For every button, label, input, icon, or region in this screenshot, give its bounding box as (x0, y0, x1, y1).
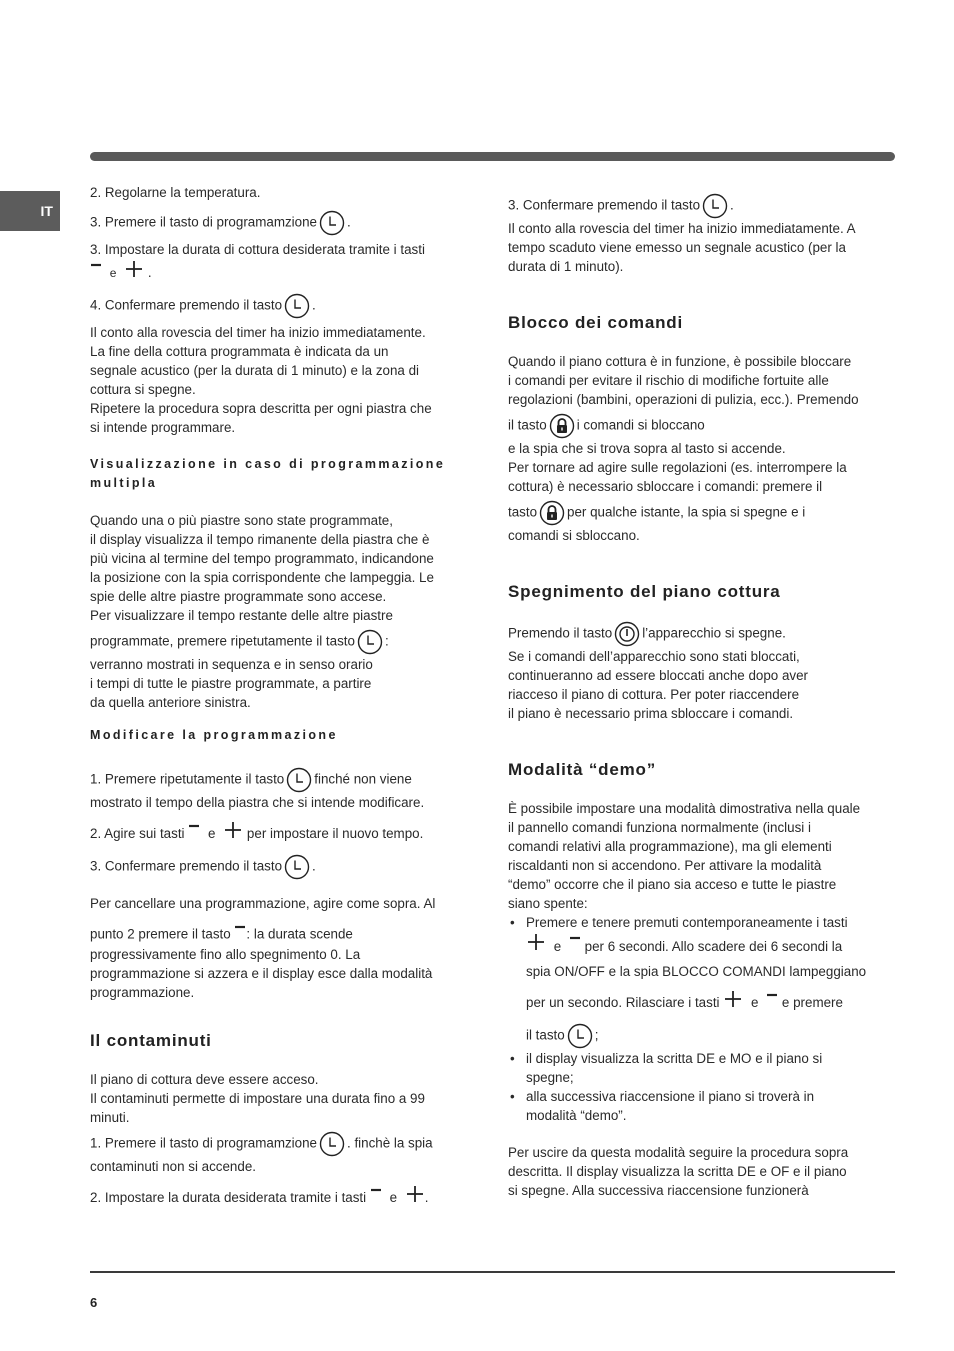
clock-icon (286, 767, 312, 793)
step-text: 2. Impostare la durata desiderata tramite i tasti e . (90, 1184, 462, 1210)
lock-icon (539, 500, 565, 526)
text-line: punto 2 premere il tasto : la durata scende (90, 921, 462, 945)
plus-icon (124, 259, 144, 288)
text-line: Il piano di cottura deve essere acceso. (90, 1072, 319, 1087)
text-line: Per cancellare una programmazione, agire come sopra. Al (90, 896, 436, 911)
text-line: si intende programmare. (90, 420, 236, 435)
minus-icon (370, 1184, 382, 1213)
text-line: verranno mostrati in sequenza e in senso orario (90, 657, 373, 672)
text-line: Quando una o più piastre sono state programmate, (90, 513, 393, 528)
text-line: Premere e tenere premuti contemporaneamente i tasti (526, 915, 848, 930)
text-line: e la spia che si trova sopra al tasto si accende. (508, 441, 786, 456)
text-line: La fine della cottura programmata è indicata da un (90, 344, 389, 359)
header-bar (90, 152, 895, 161)
text-line: descritta. Il display visualizza la scritta DE e OF e il piano (508, 1164, 847, 1179)
step-text: 3. Confermare premendo il tasto . (90, 854, 462, 880)
minus-icon (188, 820, 200, 849)
text-line: il pannello comandi funziona normalmente (inclusi i (508, 820, 811, 835)
minus-icon (569, 932, 581, 963)
text-line: Il conto alla rovescia del timer ha inizio immediatamente. A (508, 221, 856, 236)
paragraph (90, 511, 462, 625)
paragraph (90, 945, 462, 1002)
clock-icon (319, 210, 345, 236)
text-line: Il contaminuti permette di impostare una durata fino a 99 (90, 1091, 425, 1106)
text-line: Per tornare ad agire sulle regolazioni (es. interrompere la (508, 460, 847, 475)
text-line: programmazione si azzera e il display esce dalla modalità (90, 966, 433, 981)
text-line: regolazioni (bambini, operazioni di pulizia, ecc.). Premendo (508, 392, 859, 407)
text-line: Premendo il tasto l’apparecchio si spegne. (508, 621, 883, 647)
text-line: segnale acustico (per la durata di 1 minuto) e la zona di (90, 363, 420, 378)
text-line: il piano è necessario prima sbloccare i comandi. (508, 706, 794, 721)
paragraph (508, 799, 883, 913)
text-line: riscaldanti non si accendono. Per attivare la modalità (508, 858, 822, 873)
paragraph (508, 219, 883, 276)
paragraph (508, 1143, 883, 1200)
language-tab: IT (0, 191, 60, 231)
text-line: Quando il piano cottura è in funzione, è possibile bloccare (508, 354, 852, 369)
clock-icon (567, 1023, 593, 1049)
text-line: “demo” occorre che il piano sia acceso e tutte le piastre (508, 877, 837, 892)
text-line: progressivamente fino allo spegnimento 0. La (90, 947, 361, 962)
text-line: minuti. (90, 1110, 130, 1125)
step-text: 3. Premere il tasto di programamzione . (90, 210, 462, 236)
clock-icon (284, 293, 310, 319)
text-line: Il conto alla rovescia del timer ha inizio immediatamente. (90, 325, 426, 340)
list-item: • il display visualizza la scritta DE e MO e il piano si spegne; (508, 1049, 883, 1087)
list-item: • Premere e tenere premuti contemporaneamente i tasti e per 6 secondi. Allo scadere dei 6 secondi la spia ON/OFF e la spia BLOCCO COMANDI lampeggiano per un secondo. Rilasciare i tasti e e premere il tasto ; (508, 913, 883, 1049)
clock-icon (702, 193, 728, 219)
text-line: cottura) è necessario sbloccare i comandi: premere il (508, 479, 823, 494)
text-line: per un secondo. Rilasciare i tasti e e premere (526, 989, 883, 1015)
text-line: spie delle altre piastre programmate sono accese. (90, 589, 387, 604)
paragraph (90, 323, 462, 437)
text-line: Se i comandi dell’apparecchio sono stati bloccati, (508, 649, 800, 664)
text-line: il tasto i comandi si bloccano (508, 413, 883, 439)
text-line: programmate, premere ripetutamente il tasto : (90, 629, 462, 655)
minus-icon (90, 259, 102, 288)
text-line: riacceso il piano di cottura. Per poter riaccendere (508, 687, 800, 702)
text-line: siano spente: (508, 896, 588, 911)
section-heading: Spegnimento del piano cottura (508, 582, 781, 601)
paragraph (508, 352, 883, 409)
text-line: spia ON/OFF e la spia BLOCCO COMANDI lampeggiano (526, 964, 867, 979)
subheading: Modificare la programmazione (90, 728, 338, 742)
paragraph (90, 1070, 462, 1127)
plus-icon (723, 989, 743, 1018)
text-line: e per 6 secondi. Allo scadere dei 6 secondi la (526, 932, 883, 962)
text-line: cottura si spegne. (90, 382, 196, 397)
section-heading: Il contaminuti (90, 1031, 212, 1050)
text-line: i tempi di tutte le piastre programmate, a partire (90, 676, 372, 691)
right-column (508, 193, 883, 1200)
step-text: 1. Premere ripetutamente il tasto finché non viene (90, 767, 462, 793)
subheading: Visualizzazione in caso di programmazione multipla (90, 457, 446, 490)
text-line: i comandi per evitare il rischio di modifiche fortuite alle (508, 373, 829, 388)
text-line: modalità “demo”. (526, 1108, 627, 1123)
paragraph (90, 655, 462, 712)
section-heading: Modalità “demo” (508, 760, 657, 779)
plus-icon (223, 820, 243, 849)
step-text: 3. Impostare la durata di cottura desiderata tramite i tasti (90, 242, 425, 257)
text-line: da quella anteriore sinistra. (90, 695, 251, 710)
step-text: 1. Premere il tasto di programamzione . finchè la spia (90, 1131, 462, 1157)
text-line: spegne; (526, 1070, 574, 1085)
text-line: Ripetere la procedura sopra descritta per ogni piastra che (90, 401, 432, 416)
step-text: 3. Confermare premendo il tasto . (508, 193, 883, 219)
text-line: durata di 1 minuto). (508, 259, 624, 274)
clock-icon (319, 1131, 345, 1157)
clock-icon (284, 854, 310, 880)
page-number: 6 (90, 1295, 98, 1310)
section-heading: Blocco dei comandi (508, 313, 683, 332)
text-line: tempo scaduto viene emesso un segnale acustico (per la (508, 240, 846, 255)
paragraph (508, 439, 883, 496)
plus-icon (405, 1184, 425, 1213)
clock-icon (357, 629, 383, 655)
step-text: 2. Regolarne la temperatura. (90, 185, 261, 200)
step-text: contaminuti non si accende. (90, 1159, 256, 1174)
text-line: È possibile impostare una modalità dimostrativa nella quale (508, 801, 861, 816)
step-text: 4. Confermare premendo il tasto . (90, 293, 462, 319)
plus-icon (526, 932, 546, 963)
minus-icon (766, 989, 778, 1018)
text-line: comandi relativi alla programmazione), ma gli elementi (508, 839, 832, 854)
power-icon (614, 621, 640, 647)
step-text: e . (90, 259, 462, 285)
lock-icon (549, 413, 575, 439)
text-line: tasto per qualche istante, la spia si spegne e i (508, 500, 883, 526)
left-column (90, 183, 462, 1210)
text-line: alla successiva riaccensione il piano si troverà in (526, 1089, 815, 1104)
text-line: il tasto ; (526, 1023, 883, 1049)
step-text: mostrato il tempo della piastra che si intende modificare. (90, 795, 425, 810)
text-line: più vicina al termine del tempo programmato, indicandone (90, 551, 434, 566)
step-text: 2. Agire sui tasti e per impostare il nuovo tempo. (90, 820, 462, 846)
text-line: si spegne. Alla successiva riaccensione funzionerà (508, 1183, 809, 1198)
text-line: il display visualizza il tempo rimanente della piastra che è (90, 532, 430, 547)
text-line: continueranno ad essere bloccati anche dopo aver (508, 668, 809, 683)
paragraph (508, 647, 883, 723)
footer-rule (90, 1271, 895, 1273)
text-line: programmazione. (90, 985, 195, 1000)
text-line: Per visualizzare il tempo restante delle altre piastre (90, 608, 393, 623)
text-line: Per uscire da questa modalità seguire la procedura sopra (508, 1145, 849, 1160)
text-line: comandi si sbloccano. (508, 528, 640, 543)
text-line: il display visualizza la scritta DE e MO e il piano si (526, 1051, 823, 1066)
text-line: la posizione con la spia corrispondente che lampeggia. Le (90, 570, 434, 585)
list-item: • alla successiva riaccensione il piano si troverà in modalità “demo”. (508, 1087, 883, 1125)
